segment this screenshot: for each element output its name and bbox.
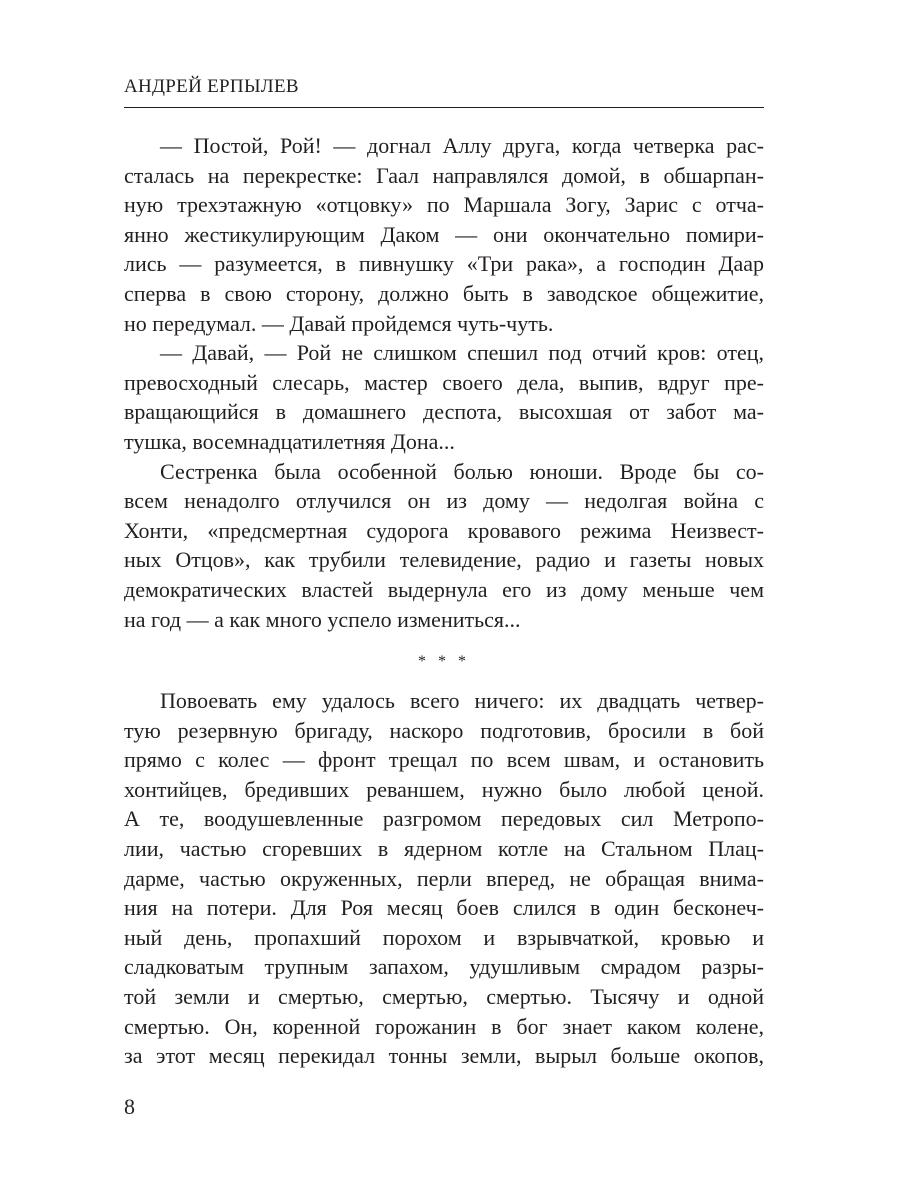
paragraphs-after-break [124, 686, 764, 1071]
text-line [124, 923, 764, 953]
line-text: янно жестикулирующим Даком — они окончательно помири- [124, 221, 764, 247]
text-line [124, 834, 764, 864]
line-text: сладковатым трупным запахом, удушливым смрадом разры- [124, 954, 764, 980]
line-text: за этот месяц перекидал тонны земли, вырыл больше окопов, [124, 1043, 764, 1069]
text-line [124, 864, 764, 894]
text-line [124, 893, 764, 923]
text-line [124, 309, 764, 339]
line-text: всем ненадолго отлучился он из дому — недолгая война с [124, 488, 764, 514]
paragraph [124, 457, 764, 635]
text-line [124, 486, 764, 516]
text-line [124, 249, 764, 279]
text-line [124, 279, 764, 309]
text-line [124, 220, 764, 250]
line-text: ный день, пропахший порохом и взрывчаткой, кровью и [124, 924, 764, 950]
paragraph [124, 686, 764, 1071]
line-text: демократических властей выдернула его из дому меньше чем [124, 576, 764, 602]
line-text: Хонти, «предсмертная судорога кровавого режима Неизвест- [124, 517, 764, 543]
text-line [124, 982, 764, 1012]
text-line [124, 190, 764, 220]
line-text: превосходный слесарь, мастер своего дела, выпив, вдруг пре- [124, 369, 764, 395]
text-line [124, 716, 764, 746]
line-text: сталась на перекрестке: Гаал направлялся домой, в обшарпан- [124, 162, 764, 188]
line-text: лии, частью сгоревших в ядерном котле на Стальном Плац- [124, 836, 764, 862]
line-text: вращающийся в домашнего деспота, высохшая от забот ма- [124, 399, 764, 425]
paragraph [124, 131, 764, 338]
header-rule [124, 107, 764, 108]
page-number: 8 [124, 1094, 135, 1119]
line-text: но передумал. — Давай пройдемся чуть-чуть. [124, 310, 554, 336]
text-line [124, 575, 764, 605]
line-text: хонтийцев, бредивших реваншем, нужно было любой ценой. [124, 776, 764, 802]
line-text: Сестренка была особенной болью юноши. Вроде бы со- [160, 458, 764, 484]
text-line [124, 131, 764, 161]
line-text: сперва в свою сторону, должно быть в заводское общежитие, [124, 280, 764, 306]
text-line [124, 1041, 764, 1071]
text-line [124, 427, 764, 457]
text-line [124, 605, 764, 635]
line-text: — Постой, Рой! — догнал Аллу друга, когда четверка рас- [160, 133, 764, 158]
paragraph [124, 338, 764, 456]
text-line [124, 804, 764, 834]
text-line [124, 161, 764, 191]
text-line [124, 745, 764, 775]
line-text: Повоевать ему удалось всего ничего: их двадцать четвер- [160, 688, 764, 714]
line-text: ных Отцов», как трубили телевидение, радио и газеты новых [124, 547, 764, 573]
text-line [124, 686, 764, 716]
line-text: прямо с колес — фронт трещал по всем швам, и остановить [124, 747, 764, 773]
line-text: лись — разумеется, в пивнушку «Три рака», а господин Даар [124, 251, 764, 277]
text-line [124, 368, 764, 398]
line-text: тушка, восемнадцатилетняя Дона... [124, 428, 455, 454]
line-text: тую резервную бригаду, наскоро подготовив, бросили в бой [124, 717, 764, 743]
line-text: на год — а как много успело измениться... [124, 606, 521, 632]
section-break: * * * [418, 653, 470, 671]
body-text [124, 131, 764, 1071]
line-text: той земли и смертью, смертью, смертью. Тысячу и одной [124, 984, 764, 1010]
text-line [124, 952, 764, 982]
line-text: А те, воодушевленные разгромом передовых сил Метропо- [124, 806, 764, 832]
text-line [124, 457, 764, 487]
text-line [124, 397, 764, 427]
line-text: — Давай, — Рой не слишком спешил под отчий кров: отец, [160, 340, 764, 366]
text-line [124, 775, 764, 805]
paragraphs-before-break [124, 131, 764, 634]
line-text: ния на потери. Для Роя месяц боев слился в один бесконеч- [124, 895, 764, 921]
line-text: смертью. Он, коренной горожанин в бог знает каком колене, [124, 1013, 764, 1039]
line-text: дарме, частью окруженных, перли вперед, не обращая внима- [124, 865, 764, 891]
line-text: ную трехэтажную «отцовку» по Маршала Зогу, Зарис с отча- [124, 192, 764, 218]
text-line [124, 1012, 764, 1042]
running-head-author: АНДРЕЙ ЕРПЫЛЕВ [124, 76, 299, 97]
text-line [124, 545, 764, 575]
text-line [124, 516, 764, 546]
text-line [124, 338, 764, 368]
